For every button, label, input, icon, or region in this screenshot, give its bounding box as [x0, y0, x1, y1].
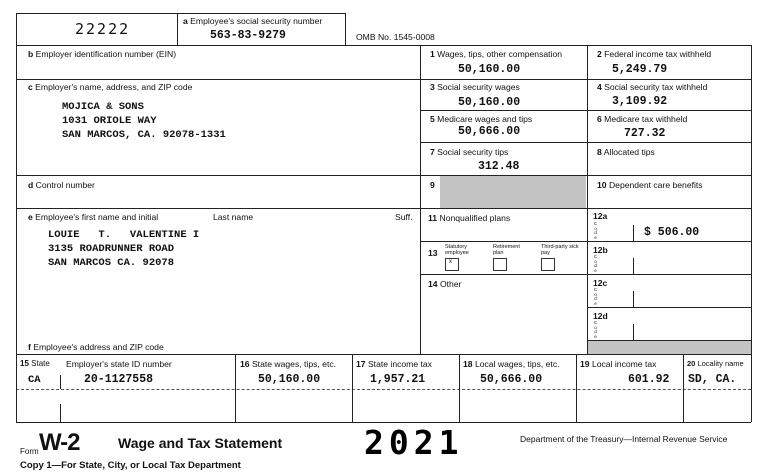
box12c-label: 12c	[593, 278, 608, 288]
box4-label: 4 Social security tax withheld	[597, 82, 708, 92]
employee-street: 3135 ROADRUNNER ROAD	[48, 243, 175, 255]
box1-label: 1 Wages, tips, other compensation	[430, 49, 563, 59]
box-d-label: d Control number	[28, 180, 95, 190]
statutory-employee-checkbox[interactable]	[445, 258, 459, 271]
box-a-label: a Employee's social security number	[183, 16, 323, 26]
copy-label: Copy 1—For State, City, or Local Tax Department	[20, 460, 241, 471]
box16-label: 16 State wages, tips, etc.	[240, 359, 337, 369]
box8-label: 8 Allocated tips	[597, 147, 655, 157]
local-tax-value: 601.92	[628, 373, 670, 386]
form-title: Wage and Tax Statement	[118, 435, 283, 451]
box12d-label: 12d	[593, 311, 608, 321]
box6-value: 727.32	[624, 127, 666, 140]
box4-value: 3,109.92	[612, 95, 668, 108]
form-word: Form	[20, 447, 39, 456]
tax-year: 2021	[364, 423, 464, 462]
box12a-label: 12a	[593, 211, 608, 221]
box12d-after-shade	[587, 340, 751, 354]
state-value: CA	[28, 374, 41, 386]
box5-value: 50,666.00	[458, 125, 521, 138]
box12a-value: $ 506.00	[644, 226, 700, 239]
void-control-code: 22222	[75, 20, 131, 38]
third-party-sick-pay-label: Third-party sick pay	[541, 244, 579, 256]
box9-shade	[440, 175, 586, 208]
box17-label: 17 State income tax	[356, 359, 432, 369]
employer-street: 1031 ORIOLE WAY	[62, 115, 157, 127]
box3-value: 50,160.00	[458, 96, 521, 109]
box19-label: 19 Local income tax	[580, 359, 657, 369]
last-name-label: Last name	[213, 212, 254, 222]
state-tax-value: 1,957.21	[370, 373, 426, 386]
box15-label: 15 State	[20, 359, 50, 368]
form-name: W-2	[39, 429, 80, 456]
box3-label: 3 Social security wages	[430, 82, 520, 92]
statutory-employee-label: Statutory employee	[445, 244, 469, 256]
locality-value: SD, CA.	[688, 373, 737, 386]
box14-label: 14 Other	[428, 279, 462, 289]
box7-label: 7 Social security tips	[430, 147, 509, 157]
state-wages-value: 50,160.00	[258, 373, 321, 386]
state-id-label: Employer's state ID number	[66, 359, 172, 369]
box-b-label: b Employer identification number (EIN)	[28, 49, 177, 59]
box12b-label: 12b	[593, 245, 608, 255]
checkbox-mark: x	[449, 259, 452, 265]
omb-number: OMB No. 1545-0008	[356, 32, 435, 42]
box20-label: 20 Locality name	[687, 359, 744, 368]
state-id-value: 20-1127558	[84, 373, 154, 386]
box11-label: 11 Nonqualified plans	[428, 213, 511, 223]
suffix-label: Suff.	[395, 212, 413, 222]
box6-label: 6 Medicare tax withheld	[597, 114, 688, 124]
local-wages-value: 50,666.00	[480, 373, 543, 386]
retirement-plan-checkbox[interactable]	[493, 258, 507, 271]
third-party-sick-pay-checkbox[interactable]	[541, 258, 555, 271]
box2-value: 5,249.79	[612, 63, 668, 76]
box10-label: 10 Dependent care benefits	[597, 180, 703, 190]
box5-label: 5 Medicare wages and tips	[430, 114, 533, 124]
box1-value: 50,160.00	[458, 63, 521, 76]
box13-number: 13	[428, 248, 438, 258]
employer-name: MOJICA & SONS	[62, 101, 144, 113]
employee-name: LOUIE T. VALENTINE I	[48, 229, 200, 241]
box-c-label: c Employer's name, address, and ZIP code	[28, 82, 193, 92]
box9-label: 9	[430, 180, 435, 190]
department-label: Department of the Treasury—Internal Revenue Service	[520, 434, 728, 444]
employer-city: SAN MARCOS, CA. 92078-1331	[62, 129, 226, 141]
ssn-value: 563-83-9279	[210, 29, 286, 42]
retirement-plan-label: Retirement plan	[493, 244, 520, 256]
employee-city: SAN MARCOS CA. 92078	[48, 257, 175, 269]
box18-label: 18 Local wages, tips, etc.	[463, 359, 560, 369]
box2-label: 2 Federal income tax withheld	[597, 49, 712, 59]
box7-value: 312.48	[478, 160, 520, 173]
box-f-label: f Employee's address and ZIP code	[28, 342, 164, 352]
box-e-label: e Employee's first name and initial	[28, 212, 159, 222]
